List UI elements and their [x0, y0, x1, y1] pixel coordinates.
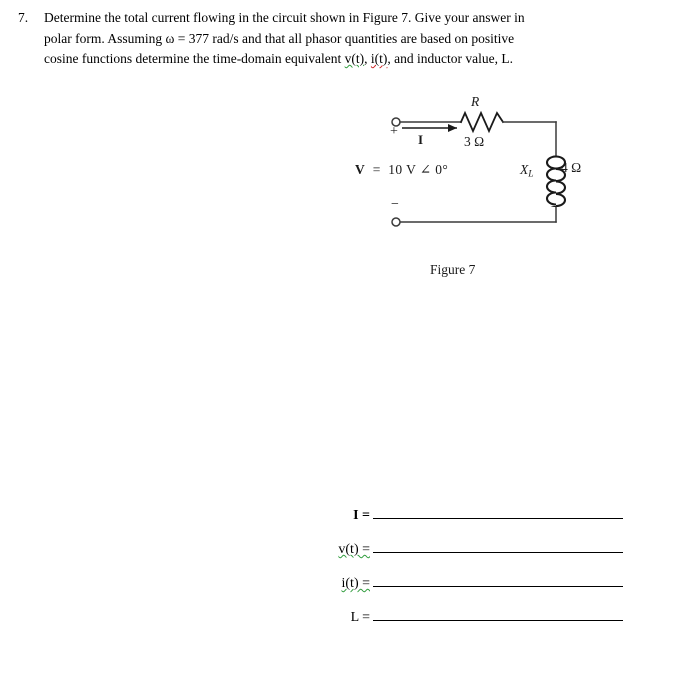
inductor-value-label: 4 Ω — [561, 160, 582, 175]
current-label: I — [418, 132, 424, 147]
resistor-symbol — [461, 113, 503, 131]
source-symbol: V — [355, 162, 366, 177]
source-voltage-label: V = 10 V ∠ 0° — [355, 162, 449, 177]
problem-statement — [18, 8, 678, 70]
resistor-name-label: R — [471, 94, 480, 109]
inductor-name-label — [520, 162, 534, 180]
problem-text — [44, 8, 678, 70]
problem-seg-it: i(t) — [370, 51, 388, 66]
answer-row-inductance — [250, 607, 650, 641]
figure-caption: Figure 7 — [430, 262, 476, 277]
answer-label-voltage-time-domain — [250, 542, 373, 558]
answer-label-text: v(t) = — [338, 542, 370, 557]
inductor-symbol-letter: X — [520, 162, 529, 177]
answer-blank-current-phasor[interactable] — [373, 505, 623, 519]
source-value: 10 V ∠ 0° — [388, 162, 449, 177]
current-arrow-icon — [402, 124, 457, 132]
problem-seg-3c: , and inductor value, L. — [387, 51, 514, 66]
problem-seg-3b: , — [364, 51, 371, 66]
inductor-subscript-letter: L — [528, 169, 534, 180]
resistor-value-label: 3 Ω — [464, 134, 485, 149]
answer-row-voltage-time-domain — [250, 539, 650, 573]
polarity-plus-label: + — [390, 124, 398, 139]
problem-seg-vt: v(t) — [344, 51, 365, 66]
problem-paragraph-1: Determine the total current flowing in the circuit shown in Figure 7. Give your answer in — [44, 10, 525, 25]
answer-blank-current-time-domain[interactable] — [373, 573, 623, 587]
problem-seg-3a: cosine functions determine the time-domain equivalent — [44, 51, 345, 66]
answer-label-text: L = — [350, 610, 370, 625]
answer-label-text: i(t) = — [341, 576, 370, 591]
answer-blank-voltage-time-domain[interactable] — [373, 539, 623, 553]
answer-label-text: I = — [353, 508, 370, 523]
polarity-minus-label: − — [391, 197, 399, 212]
problem-number: 7. — [18, 10, 29, 25]
answer-label-current-phasor — [250, 508, 373, 524]
answer-lines — [250, 505, 650, 641]
answer-label-inductance — [250, 610, 373, 626]
problem-paragraph-2: polar form. Assuming ω = 377 rad/s and that all phasor quantities are based on positive — [44, 30, 515, 46]
answer-blank-inductance[interactable] — [373, 607, 623, 621]
bottom-terminal-node — [392, 218, 400, 226]
answer-row-current-time-domain — [250, 573, 650, 607]
answer-label-current-time-domain — [250, 576, 373, 592]
problem-line-1 — [18, 8, 678, 70]
problem-paragraph-3 — [44, 49, 678, 70]
answer-row-current-phasor — [250, 505, 650, 539]
